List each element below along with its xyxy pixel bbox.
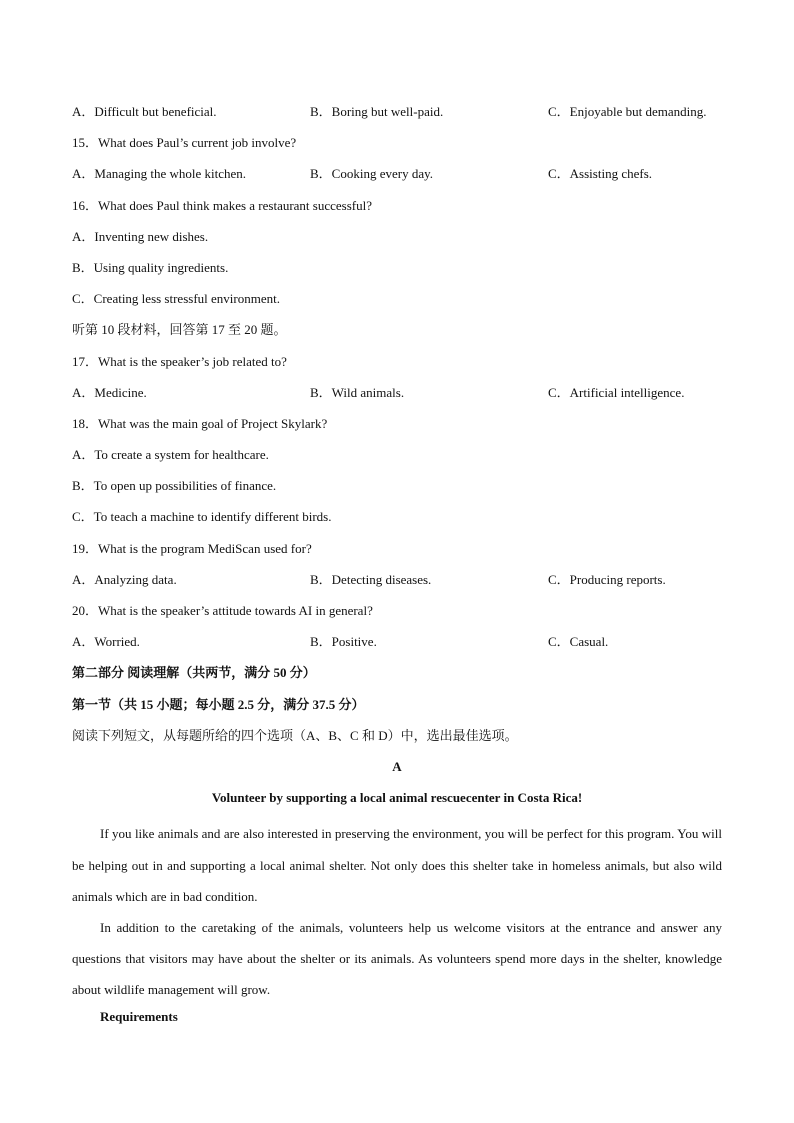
q14-option-a: A．Difficult but beneficial.: [72, 104, 217, 119]
q15-options: [72, 163, 722, 194]
q19-option-c: C．Producing reports.: [548, 571, 666, 587]
q16-option-c: C．Creating less stressful environment.: [72, 291, 280, 307]
q19-option-a: A．Analyzing data.: [72, 571, 177, 587]
q20-option-a: A．Worried.: [72, 634, 140, 650]
q19-options: [72, 569, 722, 600]
section10-instruction: 听第 10 段材料，回答第 17 至 20 题。: [72, 322, 287, 338]
q17-option-b: B．Wild animals.: [310, 384, 405, 400]
q17-option-c: C．Artificial intelligence.: [548, 384, 685, 400]
q17-question: 17．What is the speaker’s job related to?: [72, 353, 287, 369]
q15-option-b: B．Cooking every day.: [310, 166, 433, 182]
passage-title: Volunteer by supporting a local animal rescuecenter in Costa Rica!: [211, 790, 583, 806]
q19-question: 19．What is the program MediScan used for?: [72, 540, 312, 556]
q17-option-a: A．Medicine.: [72, 384, 147, 400]
q20-option-b: B．Positive.: [310, 634, 377, 650]
q20-option-c: C．Casual.: [548, 634, 609, 650]
q18-option-a: A．To create a system for healthcare.: [72, 447, 269, 463]
q16-option-a: A．Inventing new dishes.: [72, 228, 209, 244]
q15-question: 15．What does Paul’s current job involve?: [72, 135, 297, 151]
q20-question: 20．What is the speaker’s attitude towards AI in general?: [72, 603, 373, 618]
q18-option-b: B．To open up possibilities of finance.: [72, 478, 277, 494]
q14-options: [72, 101, 722, 132]
part2-section1-heading: 第一节（共 15 小题；每小题 2.5 分，满分 37.5 分）: [72, 696, 365, 712]
passage-paragraph-2: In addition to the caretaking of the animals, volunteers help us welcome visitors at the entrance and answer any questions that visitors may have about the shelter or its animals. As volunteers spend more days in the shelter, knowledge about wildlife management will grow.: [72, 919, 722, 998]
passage-letter: A: [392, 758, 402, 774]
q16-question: 16．What does Paul think makes a restaurant successful?: [72, 197, 372, 213]
q20-options: [72, 631, 722, 662]
part2-instruction: 阅读下列短文，从每题所给的四个选项（A、B、C 和 D）中，选出最佳选项。: [72, 727, 518, 743]
part2-title: 第二部分 阅读理解（共两节，满分 50 分）: [72, 665, 316, 681]
passage-paragraph-1: If you like animals and are also interested in preserving the environment, you will be perfect for this program. You will be helping out in and supporting a local animal shelter. Not only does this shelter take in homeless animals, but also wild animals which are in bad condition.: [72, 826, 722, 904]
requirements-heading: Requirements: [100, 1008, 178, 1024]
q15-option-c: C．Assisting chefs.: [548, 166, 653, 182]
q18-option-c: C．To teach a machine to identify different birds.: [72, 509, 332, 525]
q17-options: [72, 382, 722, 413]
q16-option-b: B．Using quality ingredients.: [72, 259, 229, 275]
q14-option-b: B．Boring but well-paid.: [310, 104, 444, 119]
q14-option-c: C．Enjoyable but demanding.: [548, 104, 707, 119]
q18-question: 18．What was the main goal of Project Skylark?: [72, 415, 328, 431]
q19-option-b: B．Detecting diseases.: [310, 571, 432, 587]
exam-page: [72, 101, 722, 1037]
q15-option-a: A．Managing the whole kitchen.: [72, 166, 247, 182]
